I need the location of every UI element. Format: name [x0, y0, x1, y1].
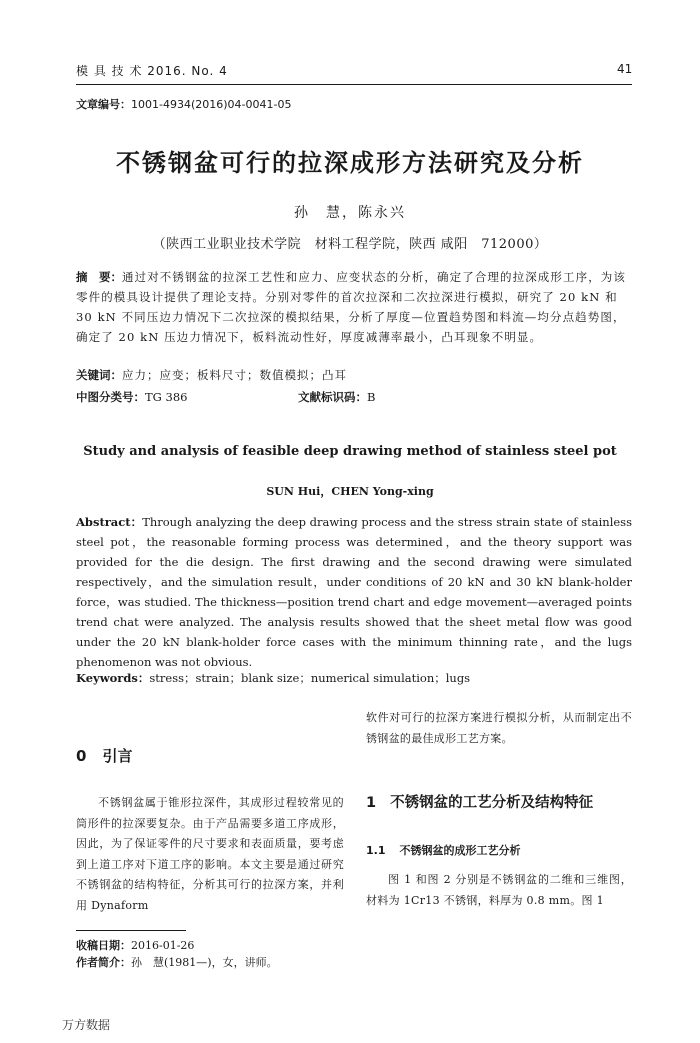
doc-code-label: 文献标识码： [298, 390, 367, 404]
abstract-cn-text: 通过对不锈钢盆的拉深工艺性和应力、应变状态的分析，确定了合理的拉深成形工序，为该零件的模具设计提供了理论支持。分别对零件的首次拉深和二次拉深进行模拟，研究了 20 kN 和 30 kN 不同压边力情况下二次拉深的模拟结果，分析了厚度—位置趋势图和料流—均分点趋势图，确定了 20 kN 压边力情况下，板料流动性好，厚度减薄率最小，凸耳现象不明显。 [76, 270, 626, 344]
keywords-cn [76, 367, 632, 383]
received-value: 2016-01-26 [131, 939, 195, 952]
article-number-label: 文章编号： [76, 98, 131, 111]
authors-cn: 孙 慧，陈永兴 [294, 205, 406, 221]
section-1-1-heading [366, 842, 632, 858]
section-0-number: 0 [76, 747, 87, 765]
keywords-cn-label: 关键词： [76, 368, 122, 382]
document-code [298, 389, 375, 405]
keywords-en-label: Keywords： [76, 671, 150, 685]
section-1-1-body: 图 1 和图 2 分别是不锈钢盆的二维和三维图，材料为 1Cr13 不锈钢，料厚为 0.8 mm。图 1 [366, 873, 632, 907]
section-1-number: 1 [366, 795, 377, 811]
section-1-1-number: 1.1 [366, 844, 386, 857]
title-cn: 不锈钢盆可行的拉深成形方法研究及分析 [116, 149, 584, 177]
right-column-continuation: 软件对可行的拉深方案进行模拟分析，从而制定出不锈钢盆的最佳成形工艺方案。 [366, 711, 632, 745]
abstract-en-label: Abstract： [76, 515, 143, 529]
running-head-journal: 模 具 技 术 2016. No. 4 [76, 64, 228, 78]
clc-value: TG 386 [145, 390, 188, 404]
affiliation-cn: （陕西工业职业技术学院 材料工程学院，陕西 咸阳 712000） [152, 237, 548, 252]
abstract-cn-label: 摘 要： [76, 270, 122, 284]
section-1-heading [366, 791, 632, 812]
article-number-value: 1001-4934(2016)04-0041-05 [131, 98, 292, 111]
author-bio [76, 954, 278, 970]
page-number: 41 [617, 62, 633, 76]
footnote-rule [76, 930, 186, 931]
bio-value: 孙 慧(1981—)，女，讲师。 [131, 956, 278, 969]
section-1-1-title: 不锈钢盆的成形工艺分析 [399, 844, 521, 857]
title-en: Study and analysis of feasible deep drawing method of stainless steel pot [83, 444, 617, 459]
keywords-en [76, 670, 632, 686]
clc-label: 中图分类号： [76, 390, 145, 404]
section-1-title: 不锈钢盆的工艺分析及结构特征 [390, 795, 594, 811]
keywords-en-text: stress；strain；blank size；numerical simulation；lugs [149, 671, 471, 685]
keywords-cn-text: 应力；应变；板料尺寸；数值模拟；凸耳 [122, 368, 347, 382]
abstract-en-text: Through analyzing the deep drawing process and the stress strain state of stainless steel pot，the reasonable forming process was determined，and the theory support was provided for the die design. The first drawing and the second drawing were simulated respectively，and the simulation result，under conditions of 20 kN and 30 kN blank-holder force，was studied. The thickness—position trend chart and edge movement—averaged points trend chat were analyzed. The analysis results showed that the sheet metal flow was good under the 20 kN blank-holder force cases with the minimum thinning rate，and the lugs phenomenon was not obvious. [76, 515, 632, 669]
section-0-body: 不锈钢盆属于锥形拉深件，其成形过程较常见的筒形件的拉深要复杂。由于产品需要多道工序成形，因此，为了保证零件的尺寸要求和表面质量，要考虑到上道工序对下道工序的影响。本文主要是通过研究不锈钢盆的结构特征，分析其可行的拉深方案，并利用 Dynaform [76, 796, 344, 912]
article-number [76, 96, 291, 112]
header-rule [76, 84, 632, 85]
received-date [76, 937, 194, 953]
bio-label: 作者简介： [76, 956, 131, 969]
watermark: 万方数据 [62, 1018, 111, 1032]
abstract-cn [76, 267, 632, 347]
doc-code-value: B [367, 390, 376, 404]
classification-line [76, 389, 632, 405]
authors-en: SUN Hui，CHEN Yong-xing [266, 485, 434, 498]
section-0-heading [76, 745, 344, 766]
section-0-title: 引言 [102, 747, 133, 765]
abstract-en [76, 512, 632, 672]
received-label: 收稿日期： [76, 939, 131, 952]
